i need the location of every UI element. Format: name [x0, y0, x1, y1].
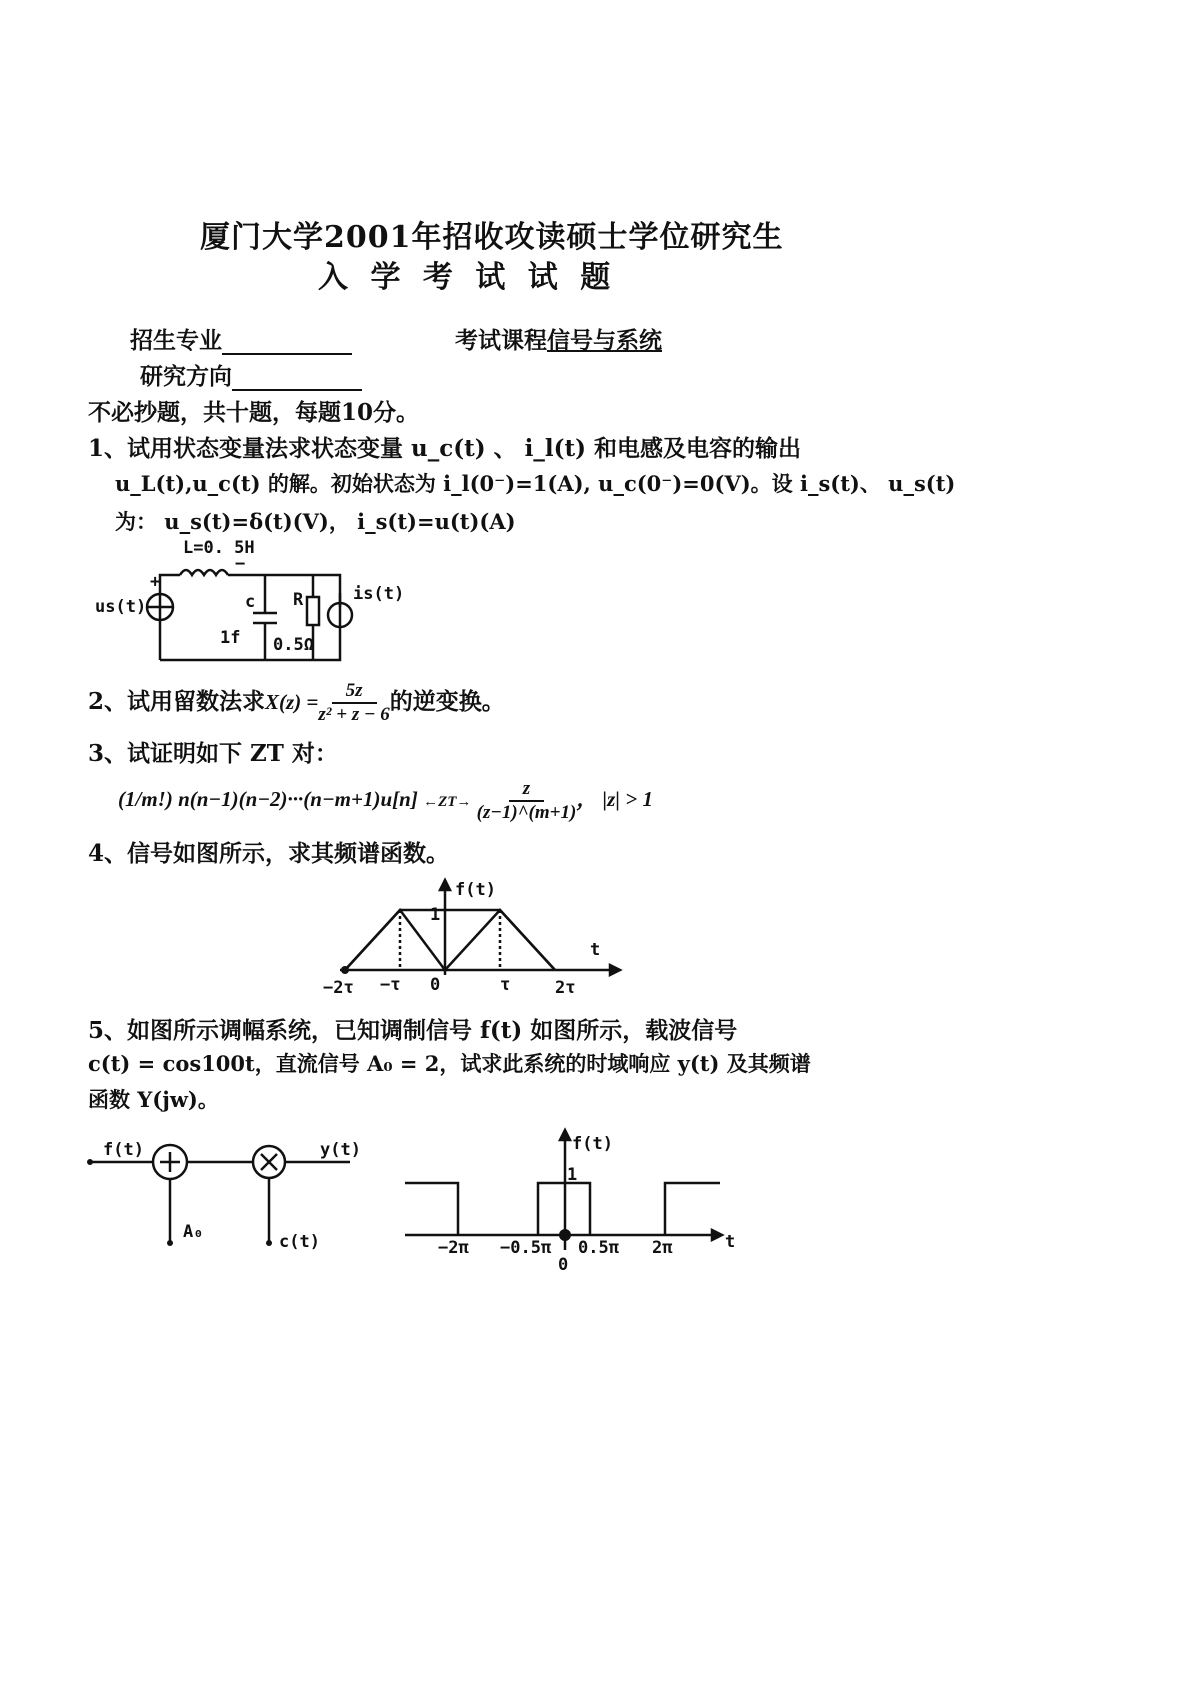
block-input-label: f(t) — [103, 1140, 144, 1160]
course-value: 信号与系统 — [547, 327, 662, 354]
major-label: 招生专业 — [130, 327, 222, 354]
q5-ylabel: f(t) — [572, 1134, 613, 1154]
capacitor-label: c — [245, 592, 256, 612]
q1-line1: 1、试用状态变量法求状态变量 u_c(t) 、 i_l(t) 和电感及电容的输出 — [88, 435, 802, 462]
current-source-label: is(t) — [353, 584, 405, 604]
q3-condition: ， |z| > 1 — [576, 786, 653, 811]
q2-numerator: 5z — [332, 680, 377, 704]
capacitor-value: 1f — [220, 628, 241, 648]
q5-origin: 0 — [558, 1255, 569, 1275]
q4-tick: 0 — [430, 975, 441, 995]
direction-label: 研究方向 — [140, 363, 232, 390]
inductor-label: L=0. 5H — [183, 538, 255, 558]
block-output-label: y(t) — [320, 1140, 361, 1160]
q2 — [88, 680, 505, 726]
direction-field — [140, 358, 362, 391]
major-field — [130, 322, 352, 355]
resistor-label: R — [293, 590, 304, 610]
q1-line2: u_L(t),u_c(t) 的解。初始状态为 i_l(0⁻)=1(A), u_c(0⁻)=0(V)。设 i_s(t)、 u_s(t) — [115, 471, 956, 496]
q1-line3: 为： u_s(t)=δ(t)(V)， i_s(t)=u(t)(A) — [115, 509, 516, 534]
q2-fraction — [318, 680, 389, 726]
q3-lhs: (1/m!) n(n−1)(n−2)···(n−m+1)u[n] — [118, 786, 418, 811]
direction-blank — [232, 388, 362, 391]
circuit-diagram — [95, 535, 415, 670]
q3-denominator: (z−1)^(m+1) — [476, 802, 577, 823]
resistor-value: 0.5Ω — [273, 635, 314, 655]
course-label: 考试课程 — [455, 327, 547, 354]
q4-tick: 2τ — [555, 978, 576, 998]
q5-peak-label: 1 — [567, 1165, 578, 1185]
course-field — [455, 322, 662, 355]
carrier-label: c(t) — [279, 1232, 320, 1252]
q3-numerator: z — [509, 778, 544, 802]
dc-label: A₀ — [183, 1222, 204, 1242]
q3-formula — [118, 778, 653, 824]
plus-sign: + — [150, 572, 161, 592]
q5-line2: c(t) = cos100t，直流信号 A₀ = 2，试求此系统的时域响应 y(t) 及其频谱 — [88, 1051, 811, 1076]
q5-tick: −2π — [438, 1238, 469, 1258]
q4-xlabel: t — [590, 940, 601, 960]
am-block-diagram — [85, 1125, 385, 1260]
q2-lhs: X(z) = — [265, 690, 319, 714]
q4-tick: τ — [500, 975, 511, 995]
q3-arrow: ←ZT→ — [423, 793, 472, 810]
minus-sign: − — [235, 554, 246, 574]
q4-tick: −τ — [380, 975, 401, 995]
q3-fraction — [477, 778, 577, 824]
q5-xlabel: t — [725, 1232, 736, 1252]
q4-signal-plot — [315, 875, 635, 1005]
q5-tick: −0.5π — [500, 1238, 552, 1258]
q5-tick: 2π — [652, 1238, 673, 1258]
q4-peak-label: 1 — [430, 905, 441, 925]
q2-denominator: z² + z − 6 — [318, 704, 390, 725]
q4-line1: 4、信号如图所示，求其频谱函数。 — [88, 840, 450, 867]
q3-line1: 3、试证明如下 ZT 对： — [88, 740, 338, 767]
q2-prefix: 2、试用留数法求 — [88, 688, 266, 715]
q2-suffix: 的逆变换。 — [389, 688, 505, 715]
q5-line3: 函数 Y(jw)。 — [88, 1087, 219, 1112]
q4-ylabel: f(t) — [455, 880, 496, 900]
instructions: 不必抄题，共十题，每题10分。 — [88, 399, 420, 426]
q4-tick: −2τ — [323, 978, 354, 998]
voltage-source-label: us(t) — [95, 597, 147, 617]
q5-signal-plot — [400, 1125, 750, 1275]
exam-subtitle: 入 学 考 试 试 题 — [318, 260, 617, 295]
q5-line1: 5、如图所示调幅系统，已知调制信号 f(t) 如图所示，载波信号 — [88, 1017, 738, 1044]
exam-title: 厦门大学2001年招收攻读硕士学位研究生 — [200, 220, 784, 255]
major-blank — [222, 352, 352, 355]
q5-tick: 0.5π — [578, 1238, 619, 1258]
